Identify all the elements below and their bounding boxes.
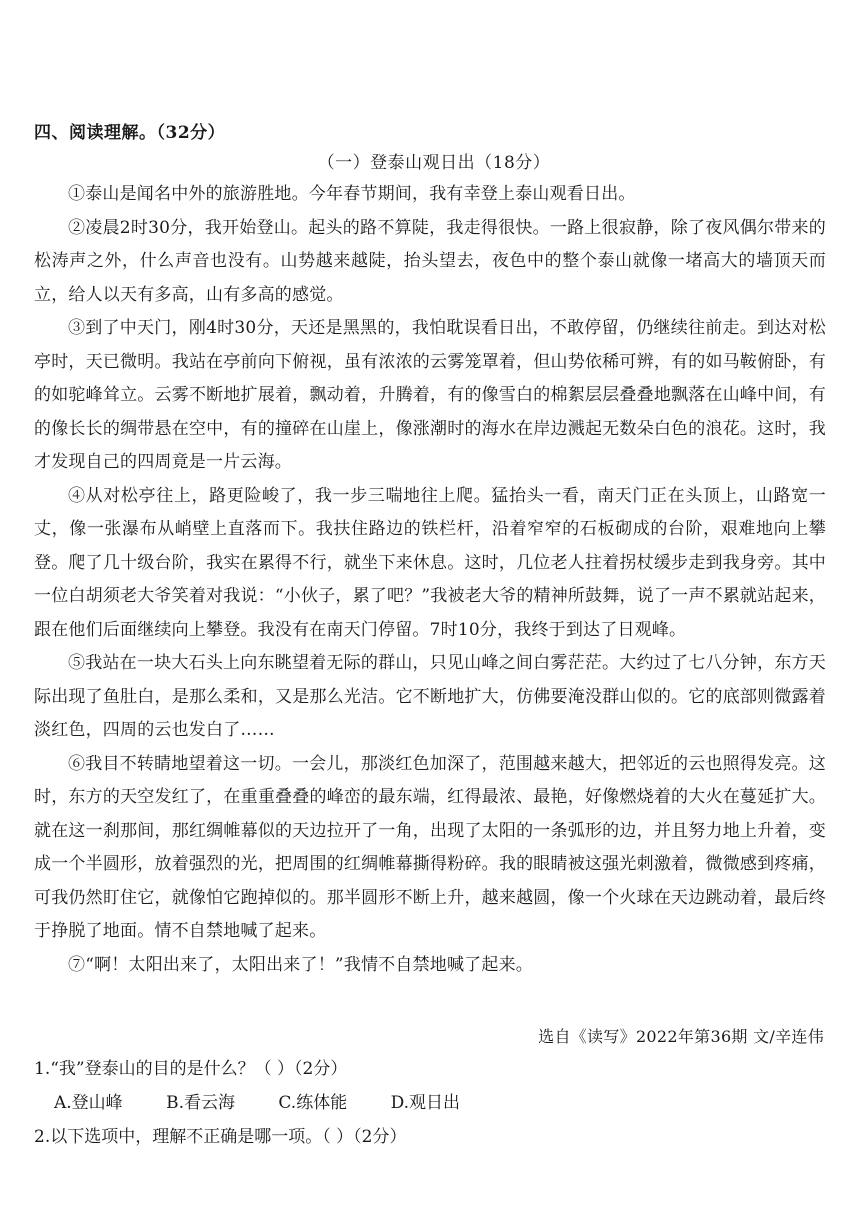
paragraph-7: ⑦“啊！太阳出来了，太阳出来了！”我情不自禁地喊了起来。 bbox=[68, 954, 533, 975]
question-2: 2.以下选项中，理解不正确是哪一项。（ ）（2分） bbox=[34, 1127, 407, 1147]
section-heading: 四、阅读理解。（32分） bbox=[34, 123, 226, 143]
option-d: D.观日出 bbox=[390, 1093, 461, 1113]
paragraph-5: ⑤我站在一块大石头上向东眺望着无际的群山，只见山峰之间白雾茫茫。大约过了七八分钟，东方天际出现了鱼肚白，是那么柔和，又是那么光洁。它不断地扩大，仿佛要淹没群山似的。它的底部则微露着淡红色，四周的云也发白了…… bbox=[34, 653, 826, 740]
article-body bbox=[34, 178, 826, 982]
paragraph-6: ⑥我目不转睛地望着这一切。一会儿，那淡红色加深了，范围越来越大，把邻近的云也照得发亮。这时，东方的天空发红了，在重重叠叠的峰峦的最东端，红得最浓、最艳，好像燃烧着的大火在蔓延扩大。就在这一刹那间，那红绸帷幕似的天边拉开了一角，出现了太阳的一条弧形的边，并且努力地上升着，变成一个半圆形，放着强烈的光，把周围的红绸帷幕撕得粉碎。我的眼睛被这强光刺激着，微微感到疼痛，可我仍然盯住它，就像怕它跑掉似的。那半圆形不断上升，越来越圆，像一个火球在天边跳动着，最后终于挣脱了地面。情不自禁地喊了起来。 bbox=[34, 753, 826, 941]
paragraph-4: ④从对松亭往上，路更险峻了，我一步三喘地往上爬。猛抬头一看，南天门正在头顶上，山路宽一丈，像一张瀑布从峭壁上直落而下。我扶住路边的铁栏杆，沿着窄窄的石板砌成的台阶，艰难地向上攀登。爬了几十级台阶，我实在累得不行，就坐下来休息。这时，几位老人拄着拐杖缓步走到我身旁。其中一位白胡须老大爷笑着对我说：“小伙子，累了吧？”我被老大爷的精神所鼓舞，说了一声不累就站起来，跟在他们后面继续向上攀登。我没有在南天门停留。7时10分，我终于到达了日观峰。 bbox=[34, 485, 826, 640]
article-source: 选自《读写》2022年第36期 文/辛连伟 bbox=[538, 1027, 824, 1046]
option-a: A.登山峰 bbox=[54, 1093, 123, 1113]
option-c: C.练体能 bbox=[278, 1093, 348, 1113]
question-list bbox=[34, 1052, 826, 1154]
paragraph-1: ①泰山是闻名中外的旅游胜地。今年春节期间，我有幸登上泰山观看日出。 bbox=[68, 184, 636, 204]
article-title: （一）登泰山观日出（18分） bbox=[317, 153, 551, 173]
paragraph-2: ②凌晨2时30分，我开始登山。起头的路不算陡，我走得很快。一路上很寂静，除了夜风偶尔带来的松涛声之外，什么声音也没有。山势越来越陡，抬头望去，夜色中的整个泰山就像一堵高大的墙顶天而立，给人以天有多高，山有多高的感觉。 bbox=[34, 217, 826, 305]
option-b: B.看云海 bbox=[166, 1093, 235, 1113]
paragraph-3: ③到了中天门，刚4时30分，天还是黑黑的，我怕耽误看日出，不敢停留，仍继续往前走。到达对松亭时，天已微明。我站在亭前向下俯视，虽有浓浓的云雾笼罩着，但山势依稀可辨，有的如马鞍俯卧，有的如驼峰耸立。云雾不断地扩展着，飘动着，升腾着，有的像雪白的棉絮层层叠叠地飘落在山峰中间，有的像长长的绸带悬在空中，有的撞碎在山崖上，像涨潮时的海水在岸边溅起无数朵白色的浪花。这时，我才发现自己的四周竟是一片云海。 bbox=[34, 318, 826, 472]
question-1: 1.“我”登泰山的目的是什么？（ ）（2分） bbox=[34, 1059, 348, 1079]
question-1-options bbox=[34, 1086, 826, 1120]
